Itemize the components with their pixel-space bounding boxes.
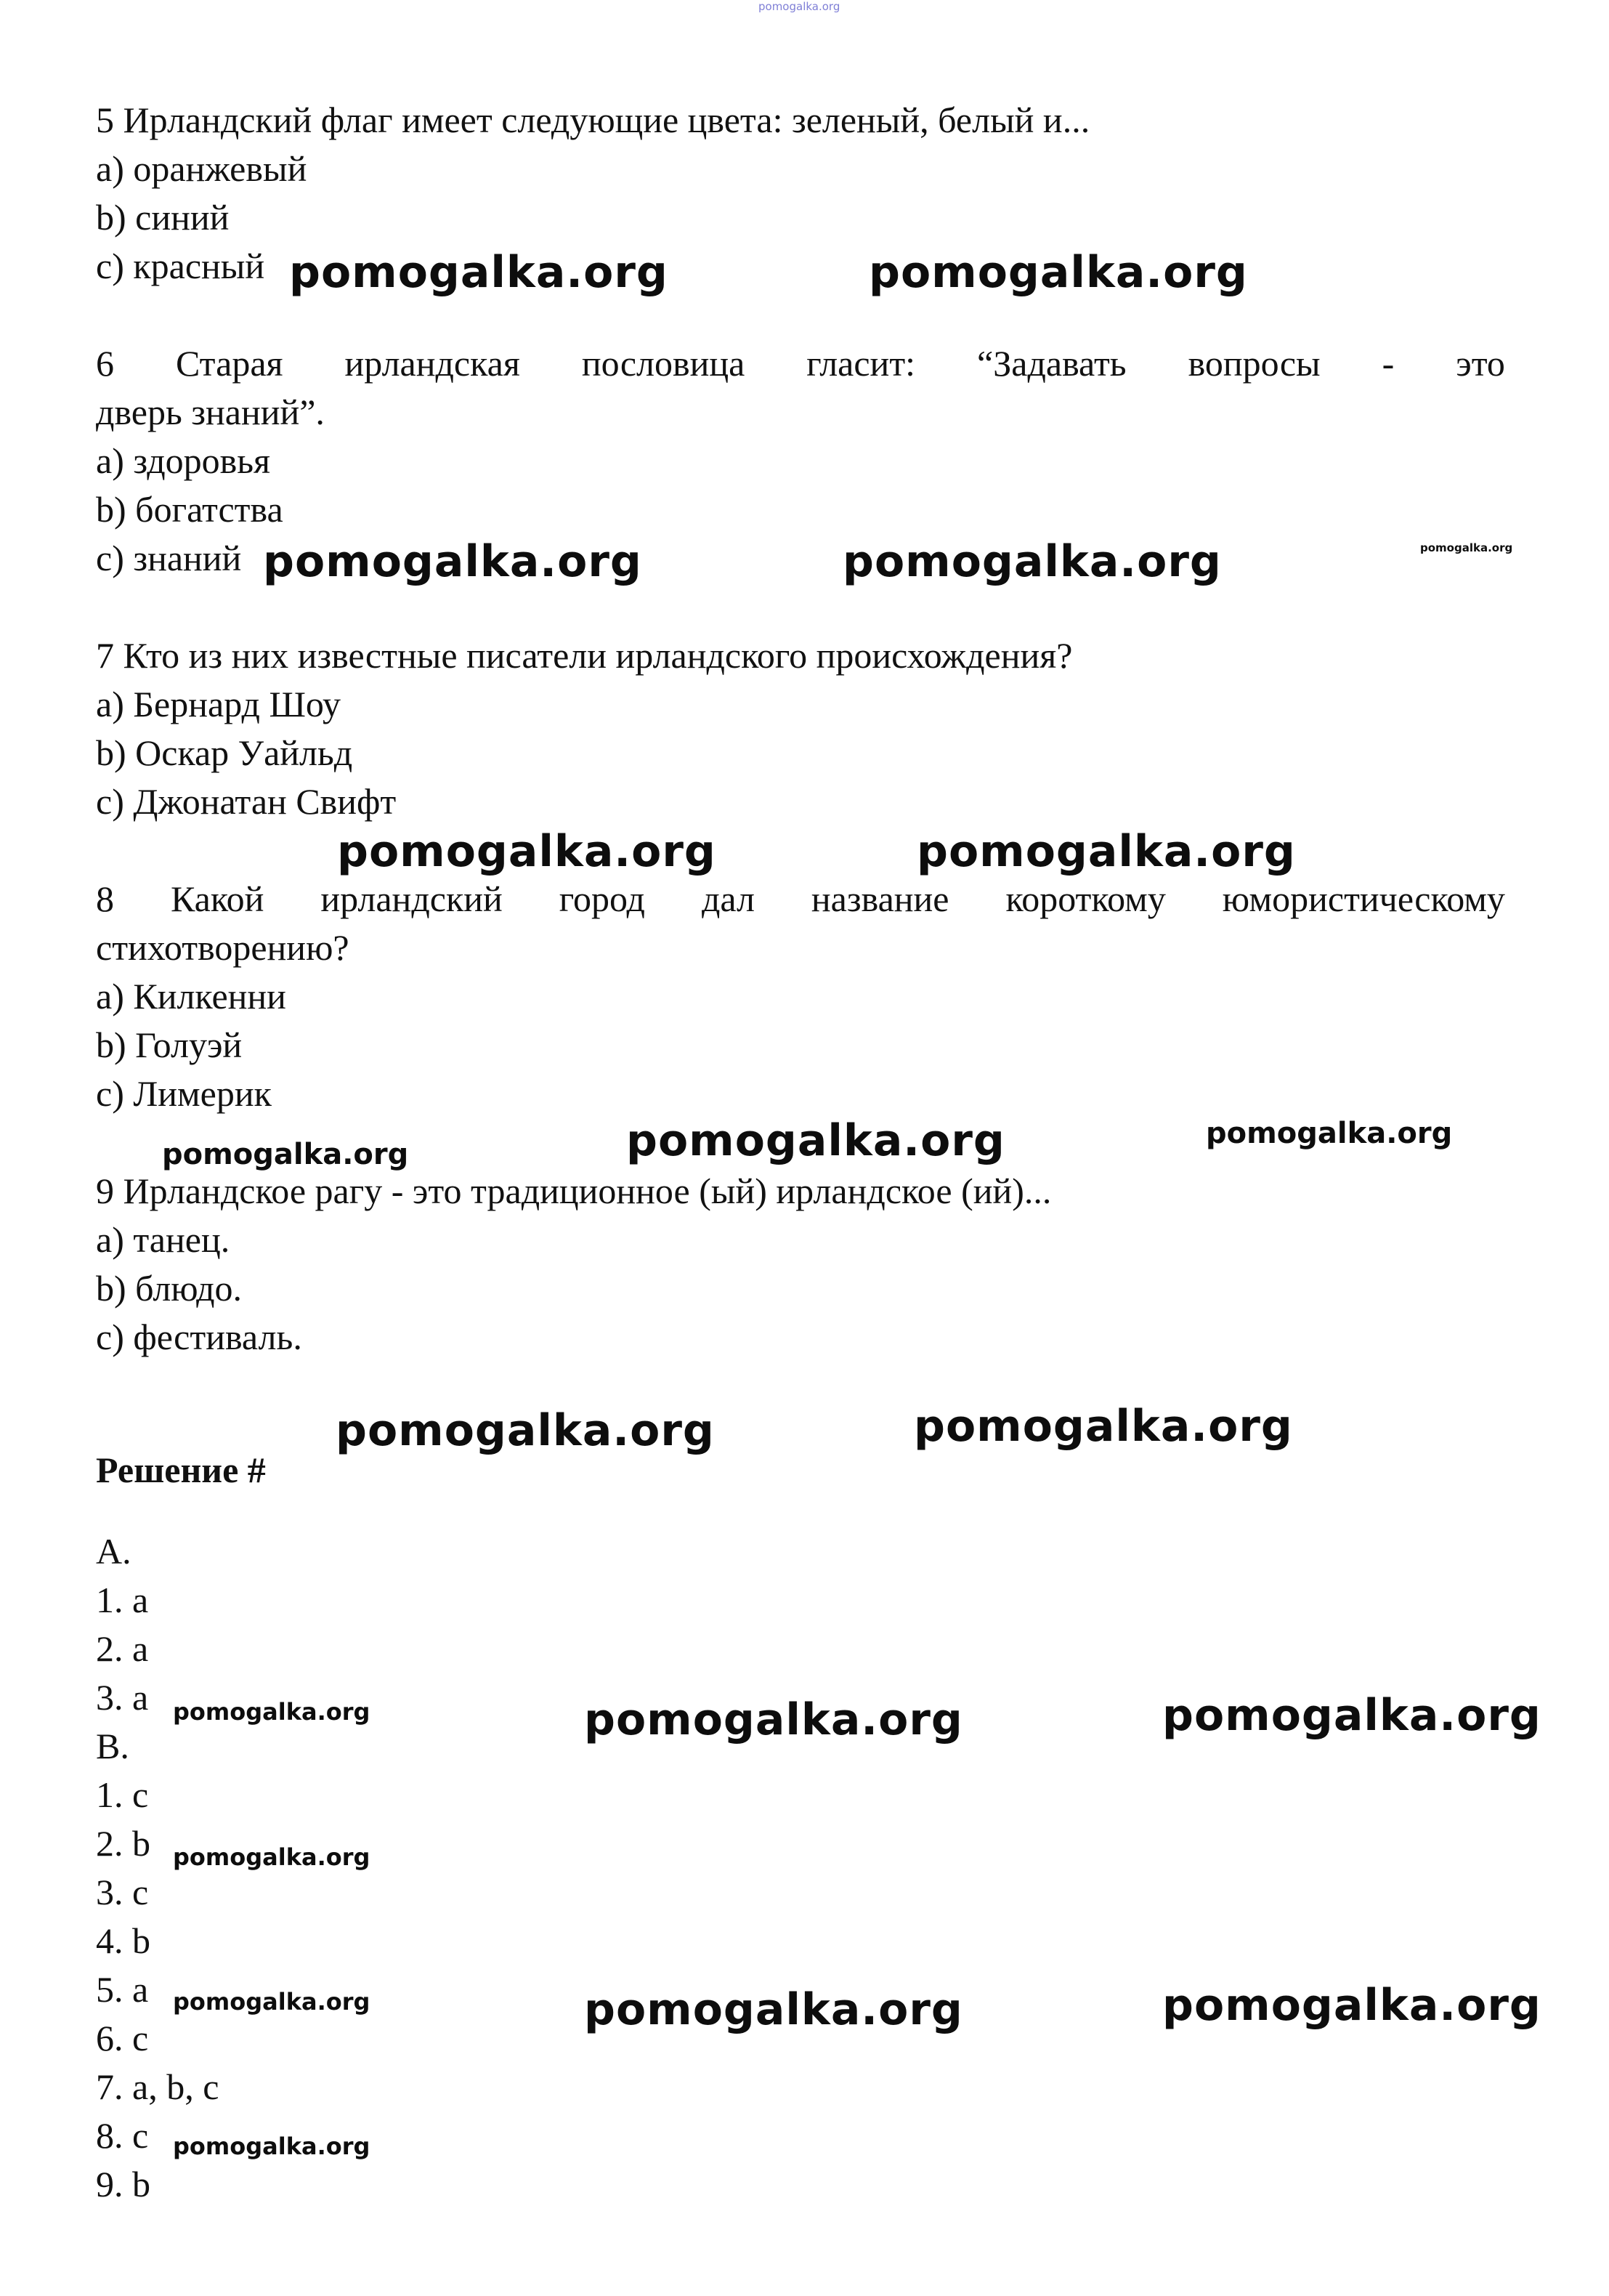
watermark: pomogalka.org (162, 1138, 409, 1171)
word: это (1456, 343, 1505, 384)
question-5-option-a: a) оранжевый (96, 148, 307, 189)
watermark: pomogalka.org (337, 826, 716, 877)
watermark: pomogalka.org (584, 1694, 963, 1745)
solution-answer: 9. b (96, 2164, 150, 2204)
word: 6 (96, 343, 114, 384)
word: вопросы (1188, 343, 1321, 384)
watermark: pomogalka.org (336, 1405, 715, 1456)
watermark: pomogalka.org (173, 2133, 370, 2160)
watermark: pomogalka.org (917, 826, 1296, 877)
solution-section-a: A. (96, 1531, 131, 1572)
question-8-option-b: b) Голуэй (96, 1024, 243, 1065)
solution-answer: 6. c (96, 2018, 149, 2058)
word: ирландская (344, 343, 520, 384)
watermark: pomogalka.org (173, 1698, 370, 1726)
watermark: pomogalka.org (173, 1843, 370, 1871)
watermark: pomogalka.org (1206, 1117, 1453, 1150)
word: Старая (175, 343, 283, 384)
question-6-option-c: c) знаний (96, 538, 242, 578)
watermark: pomogalka.org (173, 1988, 370, 2016)
question-9-option-c: c) фестиваль. (96, 1317, 302, 1357)
solution-answer: 3. c (96, 1872, 149, 1912)
question-8-option-a: a) Килкенни (96, 976, 286, 1016)
solution-answer: 3. a (96, 1677, 149, 1718)
watermark: pomogalka.org (1162, 1690, 1541, 1741)
word: гласит: (806, 343, 916, 384)
watermark: pomogalka.org (584, 1984, 963, 2035)
word: название (811, 878, 949, 919)
word: короткому (1005, 878, 1166, 919)
watermark: pomogalka.org (263, 536, 642, 587)
word: “Задавать (977, 343, 1127, 384)
solution-answer: 1. a (96, 1580, 149, 1620)
watermark: pomogalka.org (1162, 1980, 1541, 2031)
question-9-option-a: a) танец. (96, 1219, 230, 1260)
question-5-option-c: c) красный (96, 246, 265, 286)
watermark: pomogalka.org (626, 1115, 1005, 1166)
solution-answer: 7. a, b, c (96, 2066, 219, 2107)
word: ирландский (320, 878, 503, 919)
question-6-option-b: b) богатства (96, 489, 283, 530)
question-9-option-b: b) блюдо. (96, 1268, 243, 1309)
watermark: pomogalka.org (914, 1401, 1293, 1452)
question-6-option-a: a) здоровья (96, 440, 271, 481)
question-7-option-b: b) Оскар Уайльд (96, 732, 353, 773)
question-6-text-line1 (96, 339, 1505, 388)
watermark: pomogalka.org (1420, 541, 1513, 554)
word: дал (701, 878, 755, 919)
solution-answer: 1. c (96, 1774, 149, 1815)
question-5-option-b: b) синий (96, 197, 230, 238)
watermark: pomogalka.org (289, 247, 668, 298)
word: пословица (581, 343, 745, 384)
watermark-top: pomogalka.org (758, 0, 840, 13)
word: 8 (96, 878, 114, 919)
question-9-text: 9 Ирландское рагу - это традиционное (ый) ирландское (ий)... (96, 1171, 1052, 1211)
watermark: pomogalka.org (843, 536, 1222, 587)
question-6-text-line2: дверь знаний”. (96, 392, 325, 432)
question-5-text: 5 Ирландский флаг имеет следующие цвета: зеленый, белый и... (96, 100, 1090, 140)
word: город (559, 878, 645, 919)
solution-answer: 2. b (96, 1823, 150, 1864)
solution-section-b: B. (96, 1726, 129, 1766)
question-7-option-a: a) Бернард Шоу (96, 684, 341, 724)
word: - (1382, 343, 1395, 384)
solution-answer: 5. a (96, 1969, 149, 2010)
question-8-option-c: c) Лимерик (96, 1073, 272, 1114)
question-7-option-c: c) Джонатан Свифт (96, 781, 397, 822)
solution-answer: 4. b (96, 1920, 150, 1961)
solution-answer: 8. c (96, 2115, 149, 2156)
word: Какой (170, 878, 264, 919)
question-7-text: 7 Кто из них известные писатели ирландского происхождения? (96, 635, 1073, 676)
question-8-text-line1 (96, 875, 1505, 923)
solution-heading: Решение # (96, 1450, 266, 1490)
question-8-text-line2: стихотворению? (96, 927, 349, 968)
word: юмористическому (1222, 878, 1505, 919)
solution-answer: 2. a (96, 1628, 149, 1669)
watermark: pomogalka.org (869, 247, 1248, 298)
